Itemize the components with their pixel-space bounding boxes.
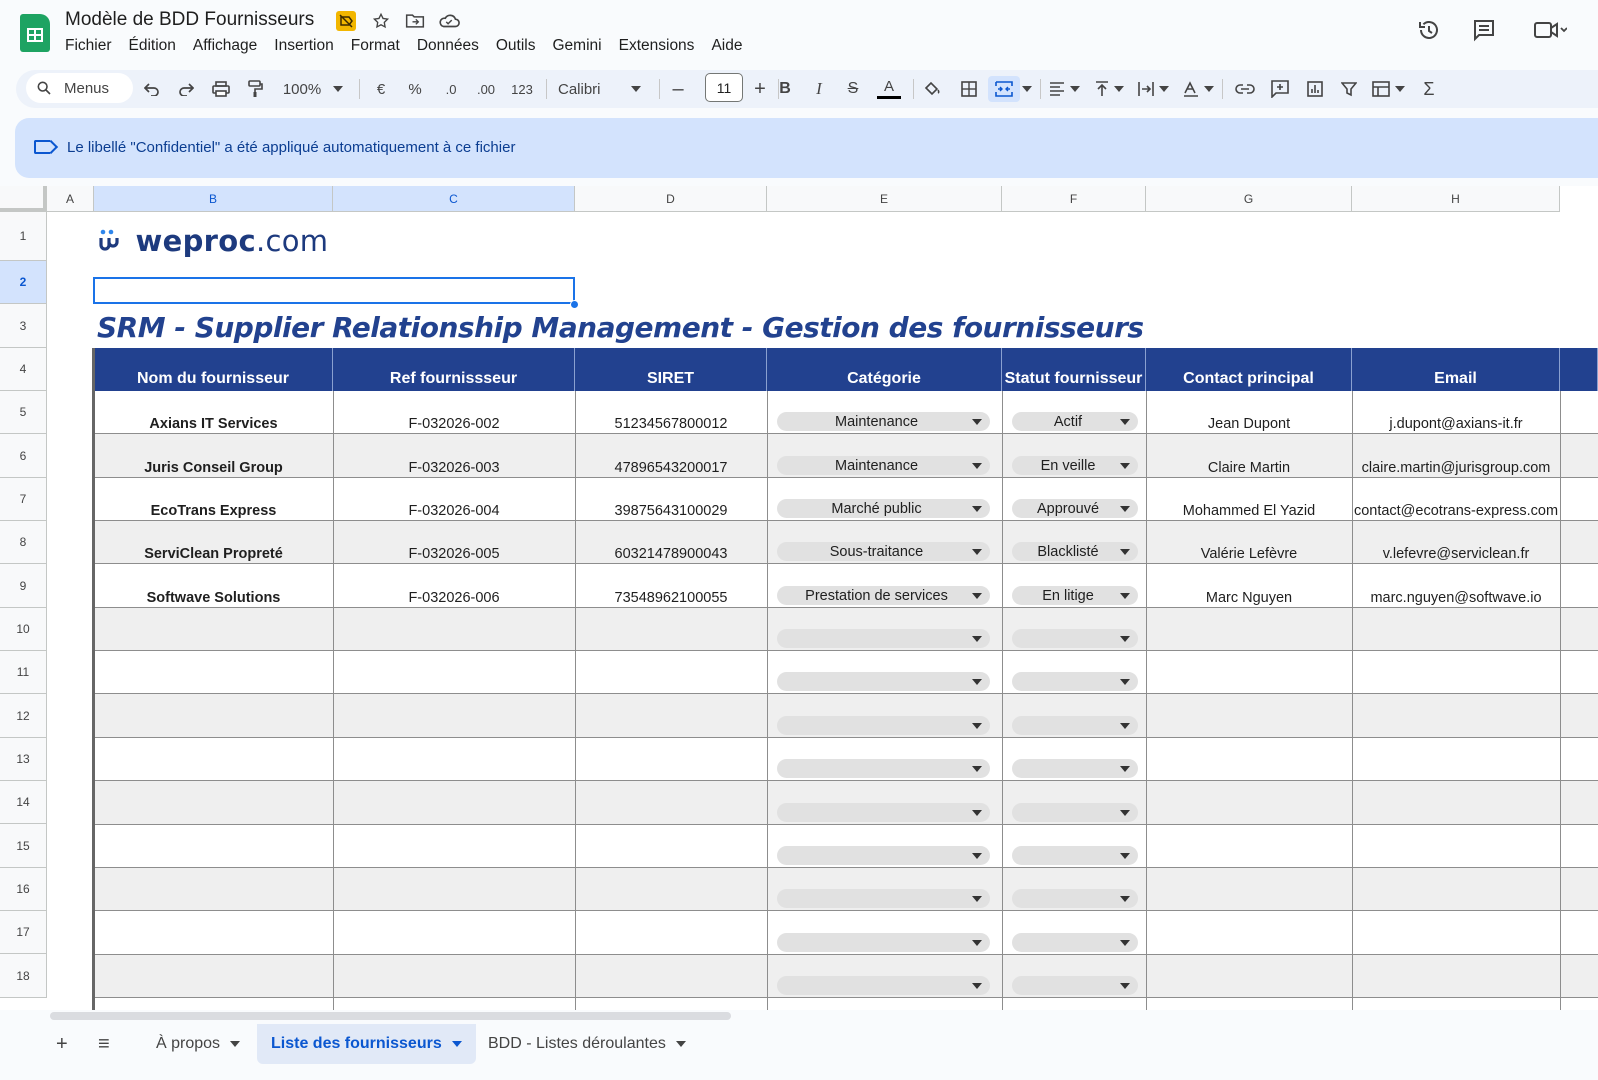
category-dropdown[interactable] bbox=[777, 629, 990, 648]
font-family-value: Calibri bbox=[558, 80, 601, 98]
status-dropdown[interactable] bbox=[1012, 846, 1138, 865]
text-color-button[interactable] bbox=[876, 76, 902, 102]
fill-color-icon[interactable] bbox=[920, 76, 944, 102]
category-dropdown[interactable] bbox=[777, 803, 990, 822]
category-dropdown[interactable] bbox=[777, 499, 990, 518]
dropdown-arrow-icon bbox=[1120, 810, 1130, 816]
category-dropdown[interactable] bbox=[777, 412, 990, 431]
menu-format[interactable]: Format bbox=[350, 37, 400, 54]
status-dropdown[interactable] bbox=[1012, 976, 1138, 995]
toolbar-divider bbox=[1222, 79, 1223, 99]
fill-handle[interactable] bbox=[570, 300, 579, 309]
status-dropdown[interactable] bbox=[1012, 499, 1138, 518]
insert-link-icon[interactable] bbox=[1233, 76, 1257, 102]
cell-email[interactable]: marc.nguyen@softwave.io bbox=[1370, 590, 1542, 606]
status-dropdown[interactable] bbox=[1012, 759, 1138, 778]
category-dropdown[interactable] bbox=[777, 889, 990, 908]
confidential-banner bbox=[15, 118, 1598, 178]
font-size-increase-button[interactable]: + bbox=[754, 77, 766, 100]
column-header-h[interactable]: H bbox=[1352, 186, 1560, 212]
dropdown-arrow-icon bbox=[1120, 896, 1130, 902]
dropdown-arrow-icon bbox=[972, 983, 982, 989]
insert-comment-icon[interactable] bbox=[1268, 76, 1292, 102]
weproc-logo-icon bbox=[98, 229, 126, 253]
category-dropdown[interactable] bbox=[777, 586, 990, 605]
dropdown-arrow-icon bbox=[972, 636, 982, 642]
tab-a-propos[interactable] bbox=[156, 1024, 240, 1064]
row-header-14[interactable]: 14 bbox=[0, 781, 47, 824]
cell-name[interactable]: ServiClean Propreté bbox=[144, 546, 283, 562]
category-value: Maintenance bbox=[834, 413, 919, 430]
cell-contact[interactable]: Claire Martin bbox=[1207, 460, 1291, 476]
toolbar-divider bbox=[913, 79, 914, 99]
functions-button[interactable]: Σ bbox=[1423, 78, 1435, 99]
dropdown-arrow-icon bbox=[972, 940, 982, 946]
cell-ref[interactable]: F-032026-005 bbox=[408, 546, 500, 562]
row-header-13[interactable]: 13 bbox=[0, 738, 47, 781]
dropdown-arrow-icon bbox=[972, 419, 982, 425]
paint-format-icon[interactable] bbox=[243, 76, 267, 102]
header-contact: Contact principal bbox=[1146, 348, 1352, 391]
meet-video-icon[interactable] bbox=[1530, 16, 1570, 44]
insert-chart-icon[interactable] bbox=[1303, 76, 1327, 102]
label-icon bbox=[34, 140, 50, 154]
borders-icon[interactable] bbox=[957, 76, 981, 102]
tab-liste-des-fournisseurs[interactable] bbox=[257, 1024, 476, 1064]
font-size-decrease-button[interactable]: – bbox=[672, 77, 684, 100]
status-value: En veille bbox=[1040, 457, 1096, 474]
table-column-divider bbox=[92, 348, 95, 1010]
dropdown-arrow-icon bbox=[972, 853, 982, 859]
status-dropdown[interactable] bbox=[1012, 629, 1138, 648]
menu-insertion[interactable]: Insertion bbox=[274, 37, 334, 54]
row-header-1[interactable]: 1 bbox=[0, 212, 47, 261]
row-header-5[interactable]: 5 bbox=[0, 391, 47, 434]
sheet-title: SRM - Supplier Relationship Management - Gestion des fournisseurs bbox=[97, 311, 1144, 344]
column-header-g[interactable]: G bbox=[1146, 186, 1352, 212]
dropdown-arrow-icon bbox=[1120, 549, 1130, 555]
row-header-9[interactable]: 9 bbox=[0, 564, 47, 608]
cell-email[interactable]: contact@ecotrans-express.com bbox=[1353, 503, 1559, 519]
cell-siret[interactable]: 39875643100029 bbox=[614, 503, 728, 519]
cell-siret[interactable]: 73548962100055 bbox=[614, 590, 728, 606]
dropdown-arrow-icon bbox=[1120, 723, 1130, 729]
table-column-divider bbox=[1002, 391, 1003, 1010]
row-header-3[interactable]: 3 bbox=[0, 304, 47, 348]
number-format-button[interactable]: 123 bbox=[511, 81, 533, 97]
search-menus-button[interactable] bbox=[26, 73, 133, 103]
header-email: Email bbox=[1352, 348, 1560, 391]
dropdown-arrow-icon bbox=[1120, 593, 1130, 599]
vertical-align-icon[interactable] bbox=[1091, 76, 1127, 102]
cell-ref[interactable]: F-032026-003 bbox=[408, 460, 500, 476]
toolbar-divider bbox=[659, 79, 660, 99]
font-size-input[interactable]: 11 bbox=[705, 73, 743, 102]
status-value: Approuvé bbox=[1036, 500, 1100, 517]
undo-icon[interactable] bbox=[140, 76, 164, 102]
row-header-15[interactable]: 15 bbox=[0, 824, 47, 868]
dropdown-arrow-icon bbox=[972, 593, 982, 599]
decrease-decimal-button[interactable] bbox=[438, 76, 464, 102]
confidential-label-icon[interactable] bbox=[336, 11, 356, 31]
print-icon[interactable] bbox=[209, 76, 233, 102]
status-value: Actif bbox=[1053, 413, 1083, 430]
cell-contact[interactable]: Jean Dupont bbox=[1207, 416, 1291, 432]
horizontal-scrollbar[interactable] bbox=[50, 1012, 731, 1020]
menu-outils[interactable]: Outils bbox=[495, 37, 536, 54]
cell-ref[interactable]: F-032026-006 bbox=[408, 590, 500, 606]
strikethrough-button[interactable]: S bbox=[847, 80, 859, 97]
toolbar-divider bbox=[546, 79, 547, 99]
star-icon[interactable] bbox=[370, 10, 392, 32]
dropdown-arrow-icon bbox=[1120, 983, 1130, 989]
status-dropdown[interactable] bbox=[1012, 716, 1138, 735]
dropdown-arrow-icon bbox=[972, 549, 982, 555]
category-value: Marché public bbox=[831, 500, 922, 517]
row-header-7[interactable]: 7 bbox=[0, 478, 47, 521]
category-dropdown[interactable] bbox=[777, 672, 990, 691]
header-statut: Statut fournisseur bbox=[1002, 348, 1146, 391]
row-header-2[interactable]: 2 bbox=[0, 261, 47, 304]
table-column-divider bbox=[1560, 391, 1561, 1010]
menu-bar bbox=[65, 36, 759, 56]
weproc-logo bbox=[98, 224, 328, 258]
dropdown-arrow-icon bbox=[1120, 679, 1130, 685]
dropdown-arrow-icon bbox=[972, 463, 982, 469]
dropdown-arrow-icon bbox=[1120, 463, 1130, 469]
category-value: Prestation de services bbox=[805, 587, 948, 604]
category-dropdown[interactable] bbox=[777, 759, 990, 778]
header-overflow bbox=[1560, 348, 1598, 391]
zoom-value: 100% bbox=[282, 80, 322, 98]
cell-siret[interactable]: 47896543200017 bbox=[614, 460, 728, 476]
dropdown-arrow-icon bbox=[972, 723, 982, 729]
cell-contact[interactable]: Valérie Lefèvre bbox=[1200, 546, 1298, 562]
search-icon bbox=[36, 80, 52, 96]
column-header-a[interactable]: A bbox=[47, 186, 94, 212]
dropdown-arrow-icon bbox=[1120, 419, 1130, 425]
table-column-divider bbox=[1146, 391, 1147, 1010]
tab-bdd-listes-deroulantes[interactable] bbox=[488, 1024, 686, 1064]
comments-icon[interactable] bbox=[1470, 16, 1498, 44]
status-dropdown[interactable] bbox=[1012, 586, 1138, 605]
cell-email[interactable]: v.lefevre@serviclean.fr bbox=[1382, 546, 1530, 562]
filter-views-icon[interactable] bbox=[1370, 76, 1406, 102]
chevron-down-icon bbox=[676, 1041, 686, 1047]
cell-name[interactable]: Axians IT Services bbox=[149, 416, 278, 432]
status-dropdown[interactable] bbox=[1012, 412, 1138, 431]
status-dropdown[interactable] bbox=[1012, 933, 1138, 952]
redo-icon[interactable] bbox=[174, 76, 198, 102]
zoom-select[interactable] bbox=[278, 76, 348, 102]
menu-aide[interactable]: Aide bbox=[711, 37, 743, 54]
chevron-down-icon bbox=[333, 86, 343, 92]
cell-contact[interactable]: Marc Nguyen bbox=[1205, 590, 1293, 606]
cloud-status-icon[interactable] bbox=[438, 10, 460, 32]
header-siret: SIRET bbox=[575, 348, 767, 391]
toolbar bbox=[16, 70, 1598, 108]
status-value: Blacklisté bbox=[1037, 543, 1099, 560]
row-header-16[interactable]: 16 bbox=[0, 868, 47, 911]
chevron-down-icon[interactable] bbox=[1020, 76, 1034, 102]
currency-format-button[interactable]: € bbox=[376, 80, 386, 98]
row-header-11[interactable]: 11 bbox=[0, 651, 47, 694]
menu-edition[interactable]: Édition bbox=[128, 37, 176, 54]
table-column-divider bbox=[575, 391, 576, 1010]
status-dropdown[interactable] bbox=[1012, 672, 1138, 691]
menu-fichier[interactable]: Fichier bbox=[65, 37, 112, 54]
cell-contact[interactable]: Mohammed El Yazid bbox=[1182, 503, 1316, 519]
menu-donnees[interactable]: Données bbox=[416, 37, 479, 54]
logo-text: weproc bbox=[135, 224, 256, 258]
menu-extensions[interactable]: Extensions bbox=[618, 37, 695, 54]
category-value: Maintenance bbox=[834, 457, 919, 474]
table-column-divider bbox=[1352, 391, 1353, 1010]
move-folder-icon[interactable] bbox=[404, 10, 426, 32]
cell-email[interactable]: j.dupont@axians-it.fr bbox=[1389, 416, 1523, 432]
row-header-4[interactable]: 4 bbox=[0, 348, 47, 391]
category-dropdown[interactable] bbox=[777, 933, 990, 952]
percent-format-button[interactable]: % bbox=[408, 80, 422, 98]
dropdown-arrow-icon bbox=[1120, 853, 1130, 859]
row-header-17[interactable]: 17 bbox=[0, 911, 47, 954]
column-header-b[interactable]: B bbox=[94, 186, 333, 212]
document-title[interactable]: Modèle de BDD Fournisseurs bbox=[65, 9, 315, 30]
column-header-c[interactable]: C bbox=[333, 186, 575, 212]
all-sheets-button[interactable]: ≡ bbox=[98, 1032, 110, 1055]
dropdown-arrow-icon bbox=[972, 766, 982, 772]
status-dropdown[interactable] bbox=[1012, 803, 1138, 822]
row-header-18[interactable]: 18 bbox=[0, 954, 47, 998]
tab-label: À propos bbox=[156, 1035, 221, 1052]
cell-name[interactable]: Softwave Solutions bbox=[146, 590, 281, 606]
cell-name[interactable]: EcoTrans Express bbox=[150, 503, 277, 519]
text-wrapping-icon[interactable] bbox=[1135, 76, 1171, 102]
tab-label: BDD - Listes déroulantes bbox=[488, 1035, 666, 1052]
version-history-icon[interactable] bbox=[1415, 16, 1443, 44]
chevron-down-icon bbox=[230, 1041, 240, 1047]
cell-siret[interactable]: 60321478900043 bbox=[614, 546, 728, 562]
logo-domain: .com bbox=[255, 224, 329, 258]
category-dropdown[interactable] bbox=[777, 846, 990, 865]
header-ref: Ref fournissseur bbox=[333, 348, 575, 391]
cell-ref[interactable]: F-032026-002 bbox=[408, 416, 500, 432]
cell-ref[interactable]: F-032026-004 bbox=[408, 503, 500, 519]
category-dropdown[interactable] bbox=[777, 542, 990, 561]
category-value: Sous-traitance bbox=[829, 543, 924, 560]
text-rotation-icon[interactable] bbox=[1180, 76, 1216, 102]
decrease-decimal-label: .0 bbox=[445, 81, 457, 97]
header-categorie: Catégorie bbox=[767, 348, 1002, 391]
dropdown-arrow-icon bbox=[1120, 940, 1130, 946]
dropdown-arrow-icon bbox=[1120, 636, 1130, 642]
table-column-divider bbox=[767, 391, 768, 1010]
status-value: En litige bbox=[1042, 587, 1094, 604]
horizontal-align-icon[interactable] bbox=[1046, 76, 1082, 102]
status-dropdown[interactable] bbox=[1012, 889, 1138, 908]
select-all-corner[interactable] bbox=[0, 186, 47, 212]
table-column-divider bbox=[333, 391, 334, 1010]
category-dropdown[interactable] bbox=[777, 976, 990, 995]
add-sheet-button[interactable]: + bbox=[56, 1032, 68, 1055]
dropdown-arrow-icon bbox=[972, 810, 982, 816]
sheet-tab-bar bbox=[0, 1024, 1598, 1080]
increase-decimal-button[interactable] bbox=[472, 76, 500, 102]
bold-button[interactable]: B bbox=[779, 80, 791, 97]
cell-email[interactable]: claire.martin@jurisgroup.com bbox=[1361, 460, 1551, 476]
row-header-10[interactable]: 10 bbox=[0, 608, 47, 651]
tab-label: Liste des fournisseurs bbox=[271, 1035, 442, 1052]
font-family-select[interactable] bbox=[558, 76, 648, 102]
text-color-swatch bbox=[877, 96, 901, 99]
increase-decimal-label: .00 bbox=[476, 81, 496, 97]
dropdown-arrow-icon bbox=[1120, 506, 1130, 512]
dropdown-arrow-icon bbox=[972, 679, 982, 685]
header-nom: Nom du fournisseur bbox=[94, 348, 333, 391]
cell-name[interactable]: Juris Conseil Group bbox=[144, 460, 283, 476]
spreadsheet-grid bbox=[0, 186, 1598, 1010]
cell-siret[interactable]: 51234567800012 bbox=[614, 416, 728, 432]
selected-cell-B2[interactable] bbox=[93, 277, 575, 304]
column-header-d[interactable]: D bbox=[575, 186, 767, 212]
status-dropdown[interactable] bbox=[1012, 456, 1138, 475]
chevron-down-icon bbox=[631, 86, 641, 92]
column-header-f[interactable]: F bbox=[1002, 186, 1146, 212]
text-color-label: A bbox=[883, 78, 894, 95]
row-header-12[interactable]: 12 bbox=[0, 694, 47, 738]
sheets-logo-icon[interactable] bbox=[20, 14, 50, 52]
italic-button[interactable]: I bbox=[816, 79, 822, 98]
status-dropdown[interactable] bbox=[1012, 542, 1138, 561]
toolbar-divider bbox=[1040, 79, 1041, 99]
banner-text: Le libellé "Confidentiel" a été appliqué automatiquement à ce fichier bbox=[67, 139, 516, 156]
merge-cells-icon[interactable] bbox=[988, 76, 1020, 102]
dropdown-arrow-icon bbox=[1120, 766, 1130, 772]
category-dropdown[interactable] bbox=[777, 716, 990, 735]
menu-gemini[interactable]: Gemini bbox=[552, 37, 602, 54]
title-bar bbox=[0, 0, 1598, 64]
dropdown-arrow-icon bbox=[972, 896, 982, 902]
category-dropdown[interactable] bbox=[777, 456, 990, 475]
toolbar-divider bbox=[359, 79, 360, 99]
chevron-down-icon bbox=[452, 1041, 462, 1047]
menu-affichage[interactable]: Affichage bbox=[192, 37, 258, 54]
column-header-e[interactable]: E bbox=[767, 186, 1002, 212]
dropdown-arrow-icon bbox=[972, 506, 982, 512]
row-header-6[interactable]: 6 bbox=[0, 434, 47, 478]
filter-icon[interactable] bbox=[1337, 76, 1361, 102]
search-menus-label: Menus bbox=[64, 79, 110, 97]
row-header-8[interactable]: 8 bbox=[0, 521, 47, 564]
